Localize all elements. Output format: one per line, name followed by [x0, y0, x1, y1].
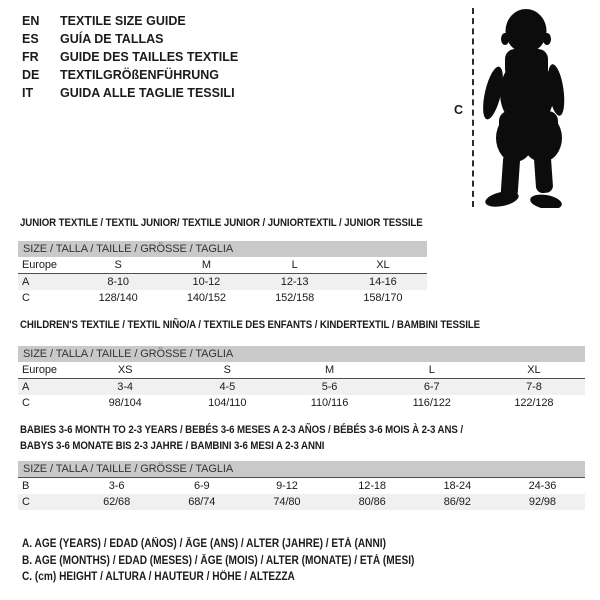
region-cell: Europe	[22, 259, 57, 271]
babies-row-height	[18, 494, 585, 510]
value-cell: 14-16	[369, 276, 397, 288]
language-row-fr	[22, 48, 238, 66]
row-label-cell: B	[22, 480, 30, 492]
row-label-cell: A	[22, 381, 30, 393]
value-cell: 140/152	[186, 292, 226, 304]
size-column-cell: S	[223, 364, 231, 376]
value-cell: 152/158	[275, 292, 315, 304]
footnote-age-years: A. AGE (YEARS) / EDAD (AÑOS) / ÂGE (ANS) / ALTER (JAHRE) / ETÀ (ANNI)	[22, 538, 386, 550]
language-label: GUÍA DE TALLAS	[60, 32, 164, 46]
footnote-age-months: B. AGE (MONTHS) / EDAD (MESES) / ÂGE (MOIS) / ALTER (MONATE) / ETÀ (MESI)	[22, 554, 415, 567]
language-label: TEXTILGRÖßENFÜHRUNG	[60, 68, 220, 82]
language-title-list	[22, 12, 238, 102]
value-cell: 3-6	[108, 480, 125, 492]
height-measure-label: C	[454, 103, 464, 117]
children-table-title-text: CHILDREN'S TEXTILE / TEXTIL NIÑO/A / TEXTILE DES ENFANTS / KINDERTEXTIL / BAMBINI TESSILE	[20, 319, 481, 331]
language-label: GUIDE DES TAILLES TEXTILE	[60, 50, 239, 64]
children-table-title	[20, 319, 543, 331]
value-cell: 12-18	[358, 480, 386, 492]
size-column-cell: L	[291, 259, 298, 271]
value-cell: 122/128	[514, 397, 554, 409]
language-code: EN	[22, 14, 40, 28]
language-row-de	[22, 66, 238, 84]
value-cell: 8-10	[107, 276, 129, 288]
value-cell: 128/140	[98, 292, 138, 304]
junior-row-height	[18, 290, 427, 306]
junior-table-title	[20, 217, 478, 229]
size-column-cell: XS	[117, 364, 133, 376]
language-row-it	[22, 84, 238, 102]
value-cell: 86/92	[443, 496, 471, 508]
babies-table-title-line1: BABIES 3-6 MONTH TO 2-3 YEARS / BEBÉS 3-6 MESES A 2-3 AÑOS / BÉBÉS 3-6 MOIS À 2-3 ANS /	[20, 424, 463, 436]
footnote-legend	[22, 536, 468, 586]
value-cell: 12-13	[280, 276, 309, 288]
language-row-en	[22, 12, 238, 30]
children-row-age	[18, 379, 585, 395]
babies-size-table	[18, 461, 585, 510]
size-column-cell: XL	[376, 259, 390, 271]
row-label-cell: C	[22, 292, 30, 304]
value-cell: 92/98	[528, 496, 556, 508]
value-cell: 62/68	[103, 496, 131, 508]
junior-row-age	[18, 274, 427, 290]
children-size-table	[18, 346, 585, 411]
language-code: FR	[22, 50, 39, 64]
size-header-bar: SIZE / TALLA / TAILLE / GRÖSSE / TAGLIA	[18, 461, 585, 478]
language-label: TEXTILE SIZE GUIDE	[60, 14, 186, 28]
row-label-cell: C	[22, 397, 30, 409]
babies-table-title	[20, 423, 523, 454]
value-cell: 6-9	[193, 480, 210, 492]
size-header-bar: SIZE / TALLA / TAILLE / GRÖSSE / TAGLIA	[18, 346, 585, 362]
value-cell: 6-7	[423, 381, 440, 393]
row-label-cell: A	[22, 276, 30, 288]
value-cell: 98/104	[108, 397, 142, 409]
footnote-height-cm: C. (cm) HEIGHT / ALTURA / HAUTEUR / HÖHE / ALTEZZA	[22, 571, 295, 583]
value-cell: 74/80	[273, 496, 301, 508]
language-row-es	[22, 30, 238, 48]
value-cell: 24-36	[528, 480, 557, 492]
language-code: ES	[22, 32, 39, 46]
size-column-cell: M	[324, 364, 335, 376]
language-code: DE	[22, 68, 40, 82]
value-cell: 3-4	[117, 381, 133, 393]
value-cell: 68/74	[188, 496, 216, 508]
junior-table-title-text: JUNIOR TEXTILE / TEXTIL JUNIOR/ TEXTILE JUNIOR / JUNIORTEXTIL / JUNIOR TESSILE	[20, 217, 423, 229]
children-column-header-row	[18, 362, 585, 379]
value-cell: 9-12	[276, 480, 298, 492]
size-column-cell: S	[114, 259, 122, 271]
size-header-bar: SIZE / TALLA / TAILLE / GRÖSSE / TAGLIA	[18, 241, 427, 257]
value-cell: 4-5	[219, 381, 236, 393]
language-label: GUIDA ALLE TAGLIE TESSILI	[60, 86, 235, 100]
value-cell: 80/86	[358, 496, 386, 508]
value-cell: 110/116	[310, 397, 349, 409]
height-dashed-line	[472, 8, 474, 207]
region-cell: Europe	[22, 364, 57, 376]
junior-size-table	[18, 241, 427, 306]
language-code: IT	[22, 86, 34, 100]
babies-row-age-months	[18, 478, 585, 494]
value-cell: 104/110	[208, 397, 247, 409]
value-cell: 116/122	[412, 397, 451, 409]
junior-column-header-row	[18, 257, 427, 274]
row-label-cell: C	[22, 496, 30, 508]
size-column-cell: XL	[527, 364, 541, 376]
value-cell: 5-6	[321, 381, 338, 393]
babies-table-title-line2: BABYS 3-6 MONATE BIS 2-3 JAHRE / BAMBINI 3-6 MESI A 2-3 ANNI	[20, 439, 325, 452]
value-cell: 7-8	[526, 381, 542, 393]
size-column-cell: L	[428, 364, 435, 376]
toddler-silhouette-icon	[479, 5, 574, 208]
value-cell: 158/170	[363, 292, 403, 304]
value-cell: 18-24	[443, 480, 472, 492]
children-row-height	[18, 395, 585, 411]
value-cell: 10-12	[192, 276, 221, 288]
size-column-cell: M	[201, 259, 211, 271]
